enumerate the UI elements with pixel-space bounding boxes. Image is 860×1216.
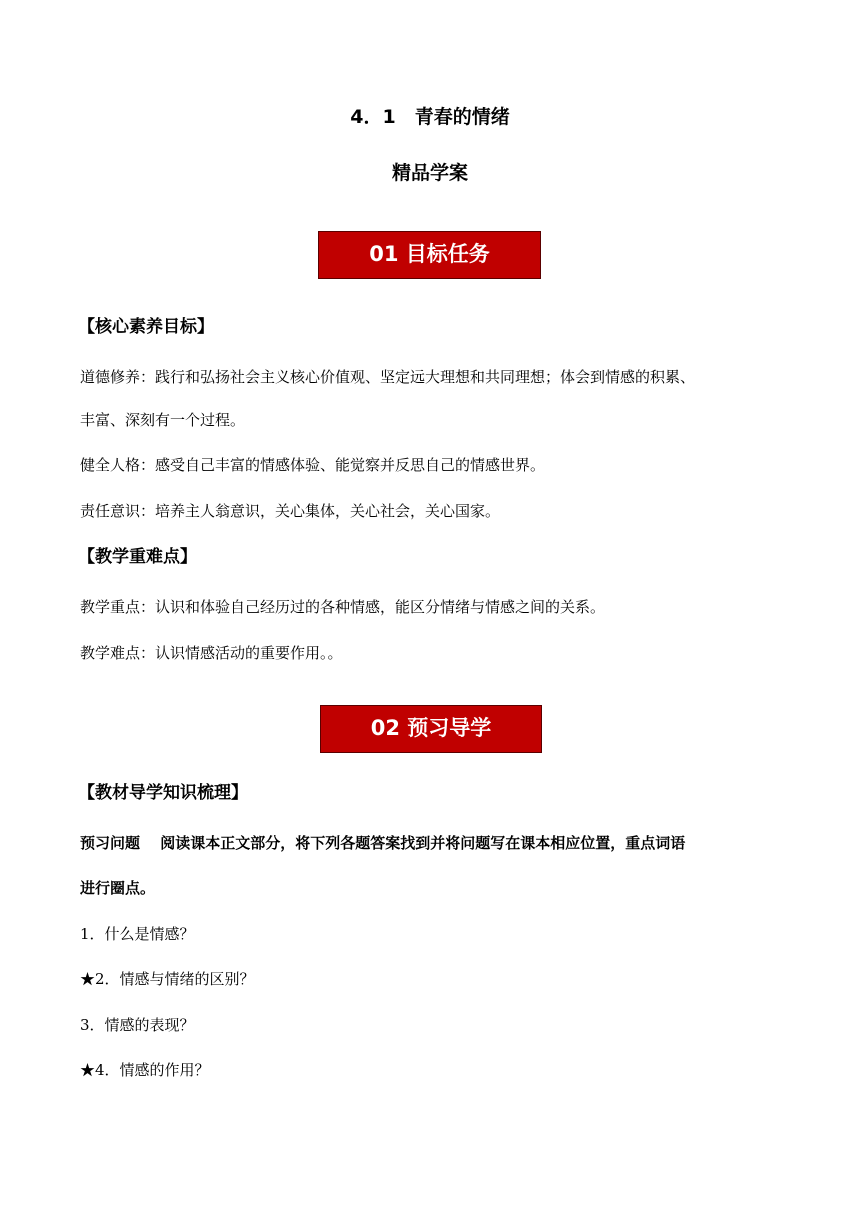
core-goal-line-3: 健全人格：感受自己丰富的情感体验、能觉察并反思自己的情感世界。 bbox=[80, 456, 546, 474]
document-title: 4．1 青春的情绪 bbox=[350, 106, 510, 128]
preview-instruction-line-1: 预习问题 阅读课本正文部分，将下列各题答案找到并将问题写在课本相应位置，重点词语 bbox=[80, 834, 686, 852]
section-banner-preview: 02 预习导学 bbox=[320, 705, 542, 753]
core-goals-heading: 【核心素养目标】 bbox=[78, 317, 214, 337]
textbook-guide-heading: 【教材导学知识梳理】 bbox=[78, 783, 248, 803]
document-subtitle: 精品学案 bbox=[391, 162, 468, 184]
core-goal-line-2: 丰富、深刻有一个过程。 bbox=[80, 411, 246, 429]
key-point-line-1: 教学重点：认识和体验自己经历过的各种情感，能区分情绪与情感之间的关系。 bbox=[80, 598, 606, 616]
preview-instruction-line-2: 进行圈点。 bbox=[80, 879, 156, 897]
key-points-heading: 【教学重难点】 bbox=[78, 547, 197, 567]
key-point-line-2: 教学难点：认识情感活动的重要作用。。 bbox=[80, 644, 343, 662]
question-item: 3．情感的表现？ bbox=[80, 1016, 195, 1034]
core-goal-line-4: 责任意识：培养主人翁意识，关心集体，关心社会，关心国家。 bbox=[80, 502, 501, 520]
question-item: 1．什么是情感？ bbox=[80, 925, 195, 943]
question-item: ★2．情感与情绪的区别？ bbox=[80, 970, 255, 988]
question-item: ★4．情感的作用？ bbox=[80, 1061, 210, 1079]
core-goal-line-1: 道德修养：践行和弘扬社会主义核心价值观、坚定远大理想和共同理想；体会到情感的积累、 bbox=[80, 368, 696, 386]
section-banner-goals: 01 目标任务 bbox=[318, 231, 541, 279]
